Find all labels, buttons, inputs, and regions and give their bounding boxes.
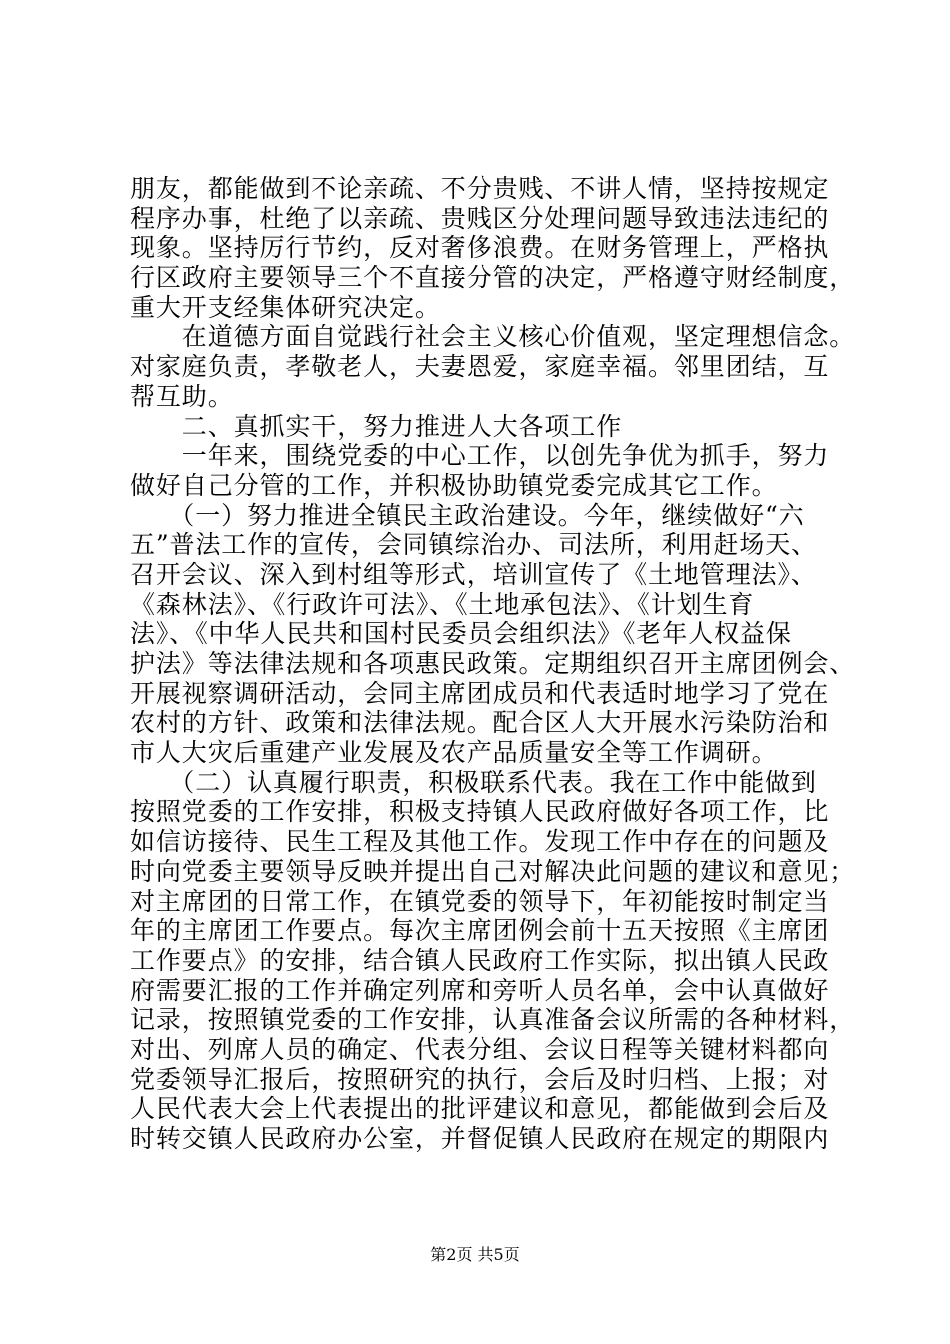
text-line: 一年来，围绕党委的中心工作，以创先争优为抓手，努力 <box>130 441 830 471</box>
page-footer: 第2页 共5页 <box>430 1245 520 1264</box>
text-line: 农村的方针、政策和法律法规。配合区人大开展水污染防治和 <box>130 708 830 738</box>
text-line: 重大开支经集体研究决定。 <box>130 292 441 322</box>
text-line: 法》、《中华人民共和国村民委员会组织法》《老年人权益保 <box>130 619 792 649</box>
text-line: 市人大灾后重建产业发展及农产品质量安全等工作调研。 <box>130 738 778 768</box>
text-line: 帮互助。 <box>130 381 234 411</box>
text-line: 年的主席团工作要点。每次主席团例会前十五天按照《主席团 <box>130 916 830 946</box>
text-line: 程序办事，杜绝了以亲疏、贵贱区分处理问题导致违法违纪的 <box>130 203 830 233</box>
text-line: （二）认真履行职责，积极联系代表。我在工作中能做到 <box>130 767 817 797</box>
text-line: 护法》等法律法规和各项惠民政策。定期组织召开主席团例会、 <box>130 649 856 678</box>
text-line: 在道德方面自觉践行社会主义核心价值观，坚定理想信念。 <box>130 322 856 352</box>
text-line: 二、真抓实干，努力推进人大各项工作 <box>130 411 623 441</box>
text-line: 记录，按照镇党委的工作安排，认真准备会议所需的各种材料， <box>130 1005 856 1035</box>
text-line: 按照党委的工作安排，积极支持镇人民政府做好各项工作，比 <box>130 797 830 827</box>
text-line: 现象。坚持厉行节约，反对奢侈浪费。在财务管理上，严格执 <box>130 233 830 263</box>
text-line: 时向党委主要领导反映并提出自己对解决此问题的建议和意见； <box>130 856 856 886</box>
text-line: 对家庭负责，孝敬老人，夫妻恩爱，家庭幸福。邻里团结，互 <box>130 352 830 382</box>
document-body <box>130 174 856 1154</box>
text-line: 人民代表大会上代表提出的批评建议和意见，都能做到会后及 <box>130 1094 830 1124</box>
text-line: 朋友，都能做到不论亲疏、不分贵贱、不讲人情，坚持按规定 <box>130 174 830 203</box>
text-line: 五”普法工作的宣传，会同镇综治办、司法所，利用赶场天、 <box>130 530 818 560</box>
text-line: 对出、列席人员的确定、代表分组、会议日程等关键材料都向 <box>130 1034 830 1064</box>
text-line: 对主席团的日常工作，在镇党委的领导下，年初能按时制定当 <box>130 886 830 916</box>
text-line: （一）努力推进全镇民主政治建设。今年，继续做好“六 <box>130 500 805 530</box>
text-line: 召开会议、深入到村组等形式，培训宣传了《土地管理法》、 <box>130 559 817 589</box>
text-line: 时转交镇人民政府办公室，并督促镇人民政府在规定的期限内 <box>130 1124 830 1153</box>
text-line: 如信访接待、民生工程及其他工作。发现工作中存在的问题及 <box>130 827 830 857</box>
text-line: 做好自己分管的工作，并积极协助镇党委完成其它工作。 <box>130 470 778 500</box>
text-line: 工作要点》的安排，结合镇人民政府工作实际，拟出镇人民政 <box>130 945 830 975</box>
text-line: 府需要汇报的工作并确定列席和旁听人员名单，会中认真做好 <box>130 975 830 1005</box>
text-line: 行区政府主要领导三个不直接分管的决定，严格遵守财经制度， <box>130 263 856 293</box>
text-line: 开展视察调研活动，会同主席团成员和代表适时地学习了党在 <box>130 678 830 708</box>
text-line: 《森林法》、《行政许可法》、《土地承包法》、《计划生育 <box>130 589 755 619</box>
text-line: 党委领导汇报后，按照研究的执行，会后及时归档、上报；对 <box>130 1064 830 1094</box>
